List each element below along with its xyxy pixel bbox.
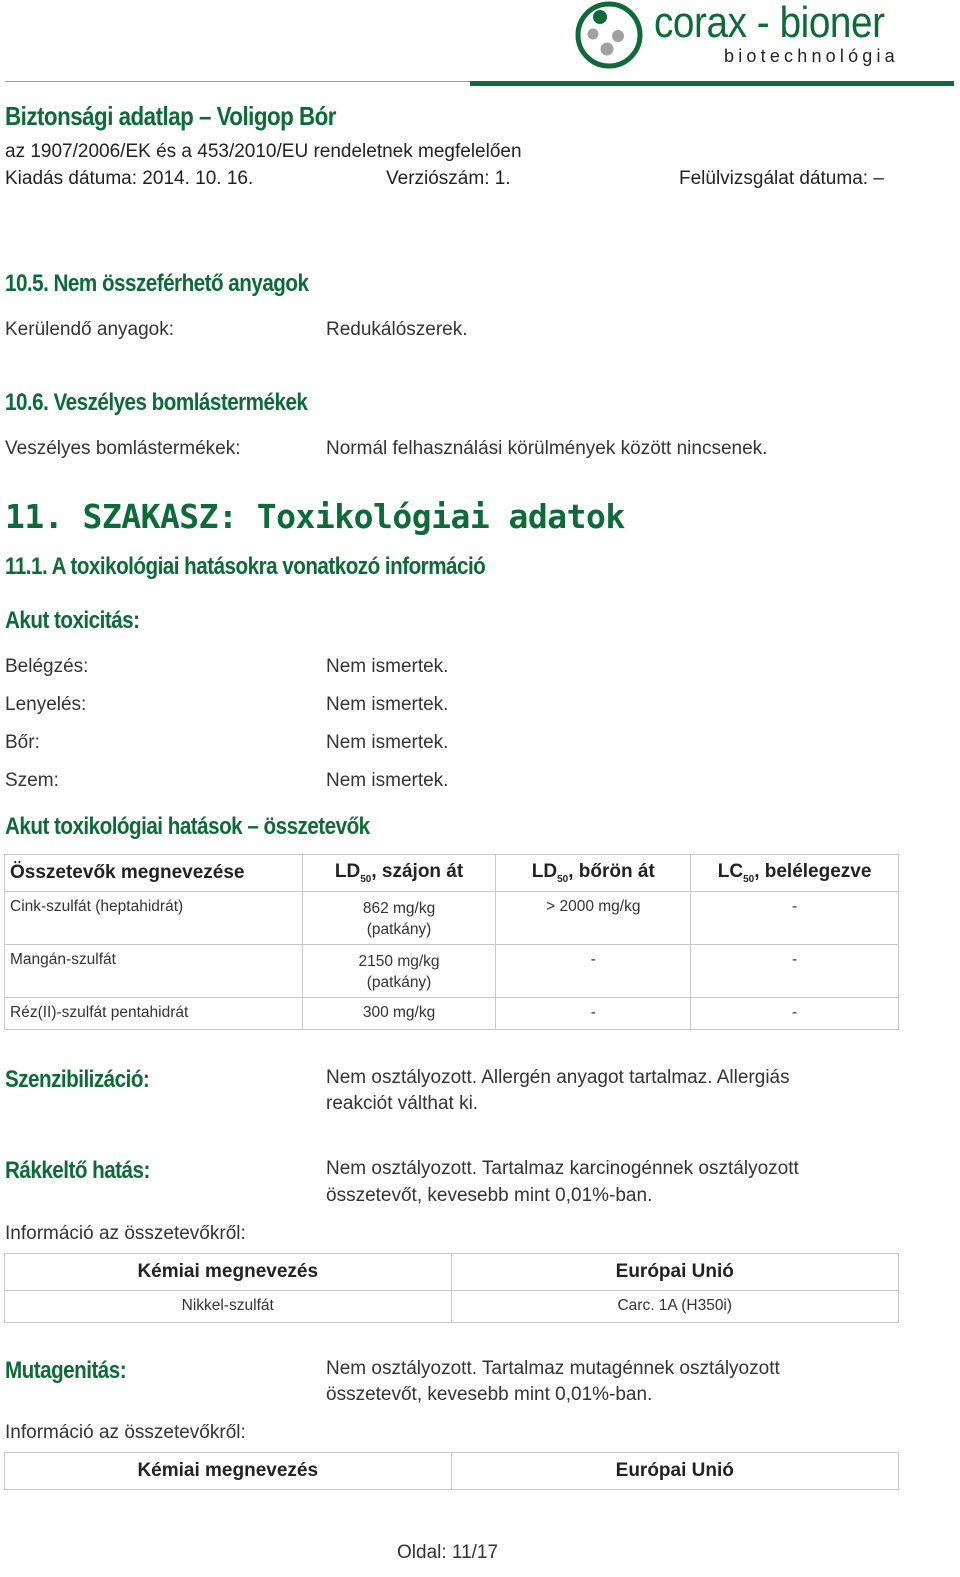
acute-effects-heading: Akut toxikológiai hatások – összetevők xyxy=(5,813,370,840)
page-number: Oldal: 11/17 xyxy=(397,1542,499,1563)
cell-dermal: - xyxy=(496,998,691,1030)
mutagenicity-table xyxy=(4,1452,899,1490)
brand-tagline: biotechnológia xyxy=(724,46,899,66)
decomposition-value: Normál felhasználási körülmények között nincsenek. xyxy=(326,438,768,459)
header-rule-thin xyxy=(5,81,475,82)
col-header-lc50-inhal: $LC_{50}$, belélegezve xyxy=(691,855,899,892)
cell-inhal: - xyxy=(691,892,899,945)
sensitization-heading: Szenzibilizáció: xyxy=(5,1066,150,1093)
cell-name: Mangán-szulfát xyxy=(5,945,303,998)
document-title: Biztonsági adatlap – Voligop Bór xyxy=(5,101,336,131)
issue-date: Kiadás dátuma: 2014. 10. 16. xyxy=(5,168,254,189)
sensitization-text-2: reakciót válthat ki. xyxy=(326,1093,479,1114)
company-logo xyxy=(574,0,954,72)
avoid-materials-value: Redukálószerek. xyxy=(326,319,468,340)
carcinogenicity-info-label: Információ az összetevőkről: xyxy=(5,1223,246,1244)
regulation-line: az 1907/2006/EK és a 453/2010/EU rendeletnek megfelelően xyxy=(5,141,522,162)
revision-date: Felülvizsgálat dátuma: – xyxy=(679,168,884,189)
acute-toxicity-heading: Akut toxicitás: xyxy=(5,607,140,634)
table-row xyxy=(5,1291,899,1323)
route-value: Nem ismertek. xyxy=(326,732,449,753)
cell-oral: 300 mg/kg xyxy=(302,998,496,1030)
header-rule-thick xyxy=(470,81,954,86)
route-label: Szem: xyxy=(5,770,59,791)
route-value: Nem ismertek. xyxy=(326,694,449,715)
section-10-5-heading: 10.5. Nem összeférhető anyagok xyxy=(5,270,309,297)
route-label: Belégzés: xyxy=(5,656,89,677)
version-number: Verziószám: 1. xyxy=(386,168,511,189)
route-label: Bőr: xyxy=(5,732,40,753)
cell-oral: 862 mg/kg (patkány) xyxy=(302,892,496,945)
carcinogenicity-text-2: összetevőt, kevesebb mint 0,01%-ban. xyxy=(326,1185,653,1206)
route-value: Nem ismertek. xyxy=(326,656,449,677)
cell-chemical: Nikkel-szulfát xyxy=(5,1291,452,1323)
section-11-1-heading: 11.1. A toxikológiai hatásokra vonatkozó információ xyxy=(5,553,486,580)
section-10-6-heading: 10.6. Veszélyes bomlástermékek xyxy=(5,389,308,416)
table-header-row xyxy=(5,1254,899,1291)
table-row xyxy=(5,945,899,998)
mutagenicity-heading: Mutagenitás: xyxy=(5,1357,127,1384)
section-11-heading: 11. SZAKASZ: Toxikológiai adatok xyxy=(5,497,625,536)
col-header-ld50-dermal: $LD_{50}$, bőrön át xyxy=(496,855,691,892)
col-header-eu: Európai Unió xyxy=(451,1254,898,1291)
cell-name: Réz(II)-szulfát pentahidrát xyxy=(5,998,303,1030)
carcinogenicity-table xyxy=(4,1253,899,1323)
brand-name: corax - bioner xyxy=(654,0,885,47)
carcinogenicity-heading: Rákkeltő hatás: xyxy=(5,1157,150,1184)
cell-inhal: - xyxy=(691,945,899,998)
route-value: Nem ismertek. xyxy=(326,770,449,791)
cell-name: Cink-szulfát (heptahidrát) xyxy=(5,892,303,945)
mutagenicity-info-label: Információ az összetevőkről: xyxy=(5,1422,246,1443)
cell-dermal: - xyxy=(496,945,691,998)
table-header-row xyxy=(5,1453,899,1490)
table-row xyxy=(5,998,899,1030)
decomposition-label: Veszélyes bomlástermékek: xyxy=(5,438,241,459)
carcinogenicity-text-1: Nem osztályozott. Tartalmaz karcinogénnek osztályozott xyxy=(326,1158,799,1179)
col-header-name: Összetevők megnevezése xyxy=(5,855,303,892)
cell-eu: Carc. 1A (H350i) xyxy=(451,1291,898,1323)
col-header-eu: Európai Unió xyxy=(451,1453,898,1490)
table-row xyxy=(5,892,899,945)
table-header-row xyxy=(5,855,899,892)
corax-logo-icon xyxy=(574,0,644,70)
cell-dermal: > 2000 mg/kg xyxy=(496,892,691,945)
mutagenicity-text-2: összetevőt, kevesebb mint 0,01%-ban. xyxy=(326,1384,653,1405)
col-header-chemical: Kémiai megnevezés xyxy=(5,1254,452,1291)
cell-inhal: - xyxy=(691,998,899,1030)
col-header-ld50-oral: $LD_{50}$, szájon át xyxy=(302,855,496,892)
sensitization-text-1: Nem osztályozott. Allergén anyagot tartalmaz. Allergiás xyxy=(326,1067,790,1088)
avoid-materials-label: Kerülendő anyagok: xyxy=(5,319,175,340)
route-label: Lenyelés: xyxy=(5,694,87,715)
cell-oral: 2150 mg/kg (patkány) xyxy=(302,945,496,998)
acute-toxicity-table xyxy=(4,854,899,1030)
col-header-chemical: Kémiai megnevezés xyxy=(5,1453,452,1490)
mutagenicity-text-1: Nem osztályozott. Tartalmaz mutagénnek osztályozott xyxy=(326,1358,780,1379)
